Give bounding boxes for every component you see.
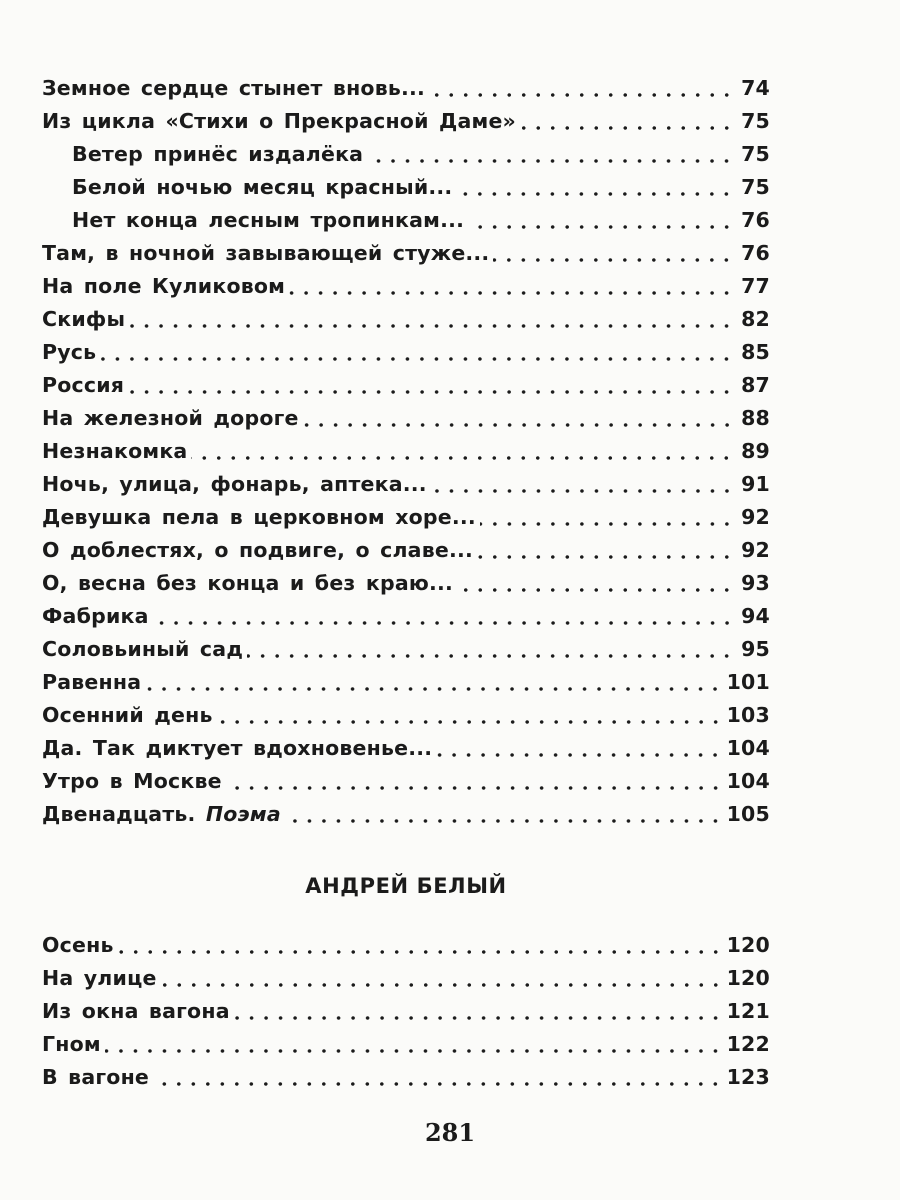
toc-entry (42, 171, 770, 204)
entry-title (42, 1061, 149, 1094)
toc-entry (42, 666, 770, 699)
entry-title (42, 1028, 101, 1061)
entry-title (42, 369, 124, 402)
entry-title (42, 105, 516, 138)
entry-title-text: Россия (42, 373, 125, 397)
entry-title-text: Скифы (42, 307, 126, 331)
entry-page-number: 121 (726, 999, 770, 1023)
entry-page-number: 74 (741, 76, 770, 100)
entry-title (42, 270, 285, 303)
dot-leader (456, 191, 734, 197)
dot-leader (100, 356, 734, 362)
toc-entry (42, 534, 770, 567)
toc-entry (42, 995, 770, 1028)
toc-entry (42, 798, 770, 831)
toc-entry (42, 1028, 770, 1061)
toc-entry (42, 732, 770, 765)
dot-leader (145, 686, 722, 692)
entry-page-number: 77 (741, 274, 770, 298)
dot-leader (128, 389, 734, 395)
toc-entry (42, 72, 770, 105)
entry-page-number: 104 (726, 769, 770, 793)
entry-title-text: На улице (42, 966, 157, 990)
entry-page-number: 122 (726, 1032, 770, 1056)
entry-title-text: Ночь, улица, фонарь, аптека... (42, 472, 427, 496)
entry-page-number: 105 (726, 802, 770, 826)
dot-leader (289, 290, 734, 296)
dot-leader (217, 719, 723, 725)
toc-entry (42, 105, 770, 138)
toc-entry (42, 138, 770, 171)
toc-entry (42, 765, 770, 798)
entry-title (42, 534, 473, 567)
entry-page-number: 75 (741, 142, 770, 166)
entry-title-text: Из окна вагона (42, 999, 230, 1023)
entry-page-number: 103 (726, 703, 770, 727)
entry-title (42, 501, 476, 534)
dot-leader (429, 92, 734, 98)
dot-leader (477, 554, 734, 560)
entry-page-number: 88 (741, 406, 770, 430)
dot-leader (367, 158, 734, 164)
entry-page-number: 120 (726, 933, 770, 957)
entry-page-number: 92 (741, 538, 770, 562)
entry-page-number: 75 (741, 109, 770, 133)
dot-leader (153, 1081, 723, 1087)
entry-title (42, 237, 489, 270)
entry-title-text: В вагоне (42, 1065, 150, 1089)
dot-leader (303, 422, 734, 428)
entry-title-text: Девушка пела в церковном хоре... (42, 505, 476, 529)
dot-leader (457, 587, 734, 593)
entry-title-text: Нет конца лесным тропинкам... (72, 208, 465, 232)
entry-page-number: 95 (741, 637, 770, 661)
entry-page-number: 104 (726, 736, 770, 760)
entry-title (42, 962, 157, 995)
entry-page-number: 123 (726, 1065, 770, 1089)
entry-title-text: О доблестях, о подвиге, о славе... (42, 538, 473, 562)
entry-title-text: Из цикла «Стихи о Прекрасной Даме» (42, 109, 516, 133)
entry-page-number: 85 (741, 340, 770, 364)
table-of-contents (42, 72, 770, 1094)
entry-title (42, 633, 243, 666)
toc-entry (42, 468, 770, 501)
entry-title-text: Равенна (42, 670, 142, 694)
entry-title (42, 995, 230, 1028)
dot-leader (153, 620, 734, 626)
entry-title-italic: Поэма (205, 802, 281, 826)
toc-entry (42, 402, 770, 435)
dot-leader (129, 323, 734, 329)
entry-title-text: На железной дороге (42, 406, 299, 430)
entry-title (42, 303, 125, 336)
toc-entry (42, 929, 770, 962)
toc-entry (42, 435, 770, 468)
entry-title (72, 138, 363, 171)
toc-entry (42, 303, 770, 336)
entry-title (42, 336, 96, 369)
section-heading: АНДРЕЙ БЕЛЫЙ (305, 874, 507, 898)
entry-title-text: Фабрика (42, 604, 149, 628)
toc-entry (42, 567, 770, 600)
dot-leader (105, 1048, 723, 1054)
entry-title-text: Земное сердце стынет вновь... (42, 76, 426, 100)
entry-title-text: Русь (42, 340, 97, 364)
entry-title (42, 600, 149, 633)
entry-title (42, 402, 299, 435)
entry-title (72, 171, 452, 204)
toc-entry (42, 369, 770, 402)
entry-title (42, 765, 222, 798)
dot-leader (480, 521, 734, 527)
entry-title (42, 732, 432, 765)
entry-title-text: Ветер принёс издалёка (72, 142, 364, 166)
entry-page-number: 76 (741, 241, 770, 265)
entry-page-number: 120 (726, 966, 770, 990)
entry-title-text: Белой ночью месяц красный... (72, 175, 453, 199)
entry-title-text: О, весна без конца и без краю... (42, 571, 453, 595)
entry-title-text: Осенний день (42, 703, 213, 727)
entry-page-number: 91 (741, 472, 770, 496)
entry-title (42, 567, 453, 600)
entry-page-number: 82 (741, 307, 770, 331)
dot-leader (468, 224, 734, 230)
page-number: 281 (424, 1118, 476, 1147)
toc-entry (42, 237, 770, 270)
toc-section-blok (42, 72, 770, 831)
toc-entry (42, 336, 770, 369)
toc-section-bely (42, 929, 770, 1094)
toc-entry (42, 1061, 770, 1094)
entry-title-text: Осень (42, 933, 114, 957)
entry-title (42, 699, 213, 732)
entry-page-number: 94 (741, 604, 770, 628)
dot-leader (118, 949, 723, 955)
entry-page-number: 92 (741, 505, 770, 529)
entry-page-number: 87 (741, 373, 770, 397)
toc-entry (42, 204, 770, 237)
toc-entry (42, 699, 770, 732)
entry-page-number: 75 (741, 175, 770, 199)
toc-entry (42, 633, 770, 666)
dot-leader (247, 653, 734, 659)
dot-leader (226, 785, 723, 791)
dot-leader (234, 1015, 723, 1021)
dot-leader (436, 752, 722, 758)
entry-title-text: Там, в ночной завывающей стуже... (42, 241, 490, 265)
entry-page-number: 93 (741, 571, 770, 595)
dot-leader (161, 982, 723, 988)
dot-leader (431, 488, 734, 494)
entry-title (42, 468, 427, 501)
dot-leader (520, 125, 734, 131)
toc-entry (42, 501, 770, 534)
entry-title-text: Да. Так диктует вдохновенье... (42, 736, 433, 760)
dot-leader (493, 257, 734, 263)
entry-title-text: Двенадцать. (42, 802, 196, 826)
dot-leader (285, 818, 723, 824)
entry-title (42, 72, 425, 105)
entry-title (42, 929, 114, 962)
entry-page-number: 89 (741, 439, 770, 463)
entry-title (72, 204, 464, 237)
entry-title-text: На поле Куликовом (42, 274, 286, 298)
entry-title (42, 435, 187, 468)
entry-page-number: 101 (726, 670, 770, 694)
toc-entry (42, 962, 770, 995)
entry-title-text: Гном (42, 1032, 101, 1056)
entry-title-text: Соловьиный сад (42, 637, 244, 661)
entry-title-text: Утро в Москве (42, 769, 222, 793)
entry-title (42, 798, 281, 831)
toc-entry (42, 270, 770, 303)
entry-title-text: Незнакомка (42, 439, 188, 463)
entry-page-number: 76 (741, 208, 770, 232)
entry-title (42, 666, 141, 699)
dot-leader (191, 455, 734, 461)
toc-entry (42, 600, 770, 633)
